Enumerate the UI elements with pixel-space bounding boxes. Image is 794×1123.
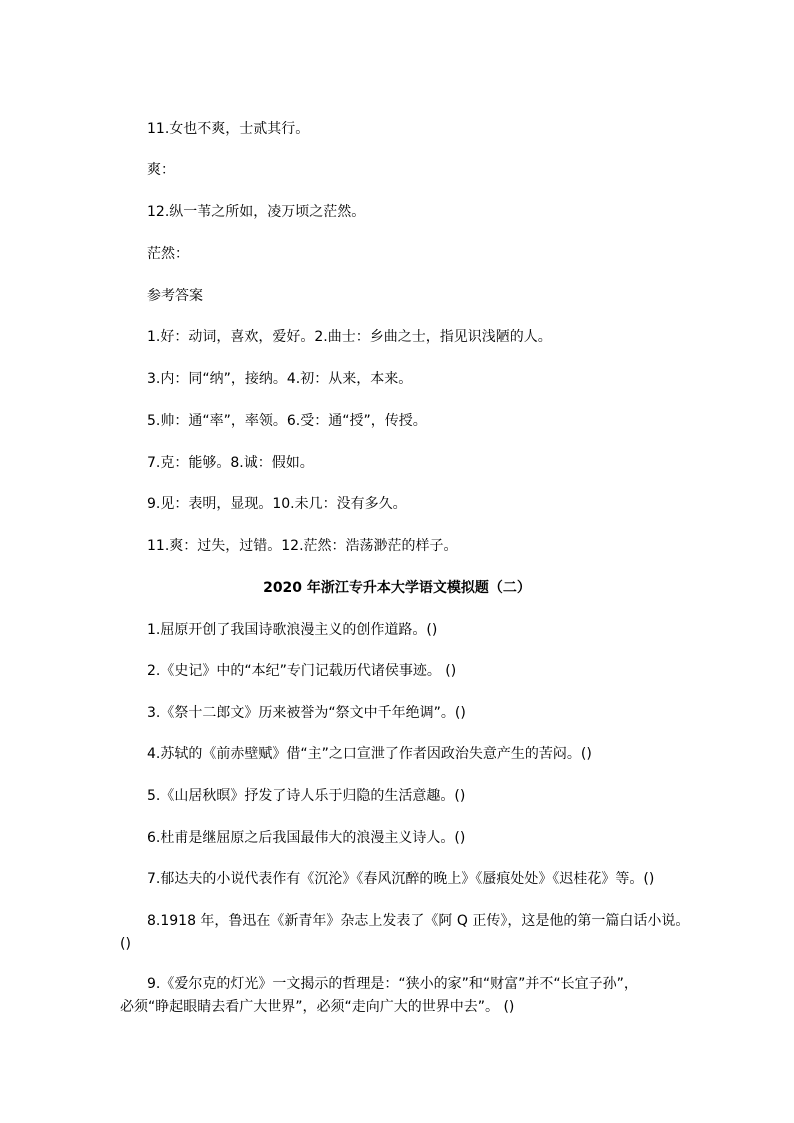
question-11: 11.女也不爽，士贰其行。 xyxy=(147,121,310,137)
answer-line: 3.内：同“纳”，接纳。4.初：从来，本来。 xyxy=(147,371,413,387)
answer-label-11: 爽： xyxy=(147,162,175,178)
exam-question-7: 7.郁达夫的小说代表作有《沉沦》《春风沉醉的晚上》《蜃痕处处》《迟桂花》等。() xyxy=(147,871,655,887)
exam-question-9-cont: 必须“睁起眼睛去看广大世界”，必须“走向广大的世界中去”。 () xyxy=(120,999,515,1015)
answer-label-12: 茫然： xyxy=(147,246,189,262)
answer-line: 7.克：能够。8.诚：假如。 xyxy=(147,455,314,471)
exam-question-8-blank: () xyxy=(120,936,131,952)
exam-question-6: 6.杜甫是继屈原之后我国最伟大的浪漫主义诗人。() xyxy=(147,830,466,846)
answer-line: 11.爽：过失，过错。12.茫然：浩荡渺茫的样子。 xyxy=(147,538,458,554)
answer-line: 9.见：表明，显现。10.未几：没有多久。 xyxy=(147,496,407,512)
question-12: 12.纵一苇之所如，凌万顷之茫然。 xyxy=(147,204,366,220)
answers-heading: 参考答案 xyxy=(147,288,203,304)
exam-question-9: 9.《爱尔克的灯光》一文揭示的哲理是：“狭小的家”和“财富”并不“长宜子孙”， xyxy=(147,976,638,992)
exam-title: 2020 年浙江专升本大学语文模拟题（二） xyxy=(263,580,531,596)
exam-question-1: 1.屈原开创了我国诗歌浪漫主义的创作道路。() xyxy=(147,622,438,638)
answer-line: 1.好：动词，喜欢，爱好。2.曲士：乡曲之士，指见识浅陋的人。 xyxy=(147,329,552,345)
exam-question-8: 8.1918 年，鲁迅在《新青年》杂志上发表了《阿 Q 正传》，这是他的第一篇白话小说。 xyxy=(147,913,690,929)
exam-question-2: 2.《史记》中的“本纪”专门记载历代诸侯事迹。 () xyxy=(147,663,457,679)
exam-question-3: 3.《祭十二郎文》历来被誉为“祭文中千年绝调”。() xyxy=(147,705,466,721)
exam-question-5: 5.《山居秋暝》抒发了诗人乐于归隐的生活意趣。() xyxy=(147,788,466,804)
exam-question-4: 4.苏轼的《前赤壁赋》借“主”之口宣泄了作者因政治失意产生的苦闷。() xyxy=(147,746,592,762)
answer-line: 5.帅：通“率”，率领。6.受：通“授”，传授。 xyxy=(147,413,427,429)
